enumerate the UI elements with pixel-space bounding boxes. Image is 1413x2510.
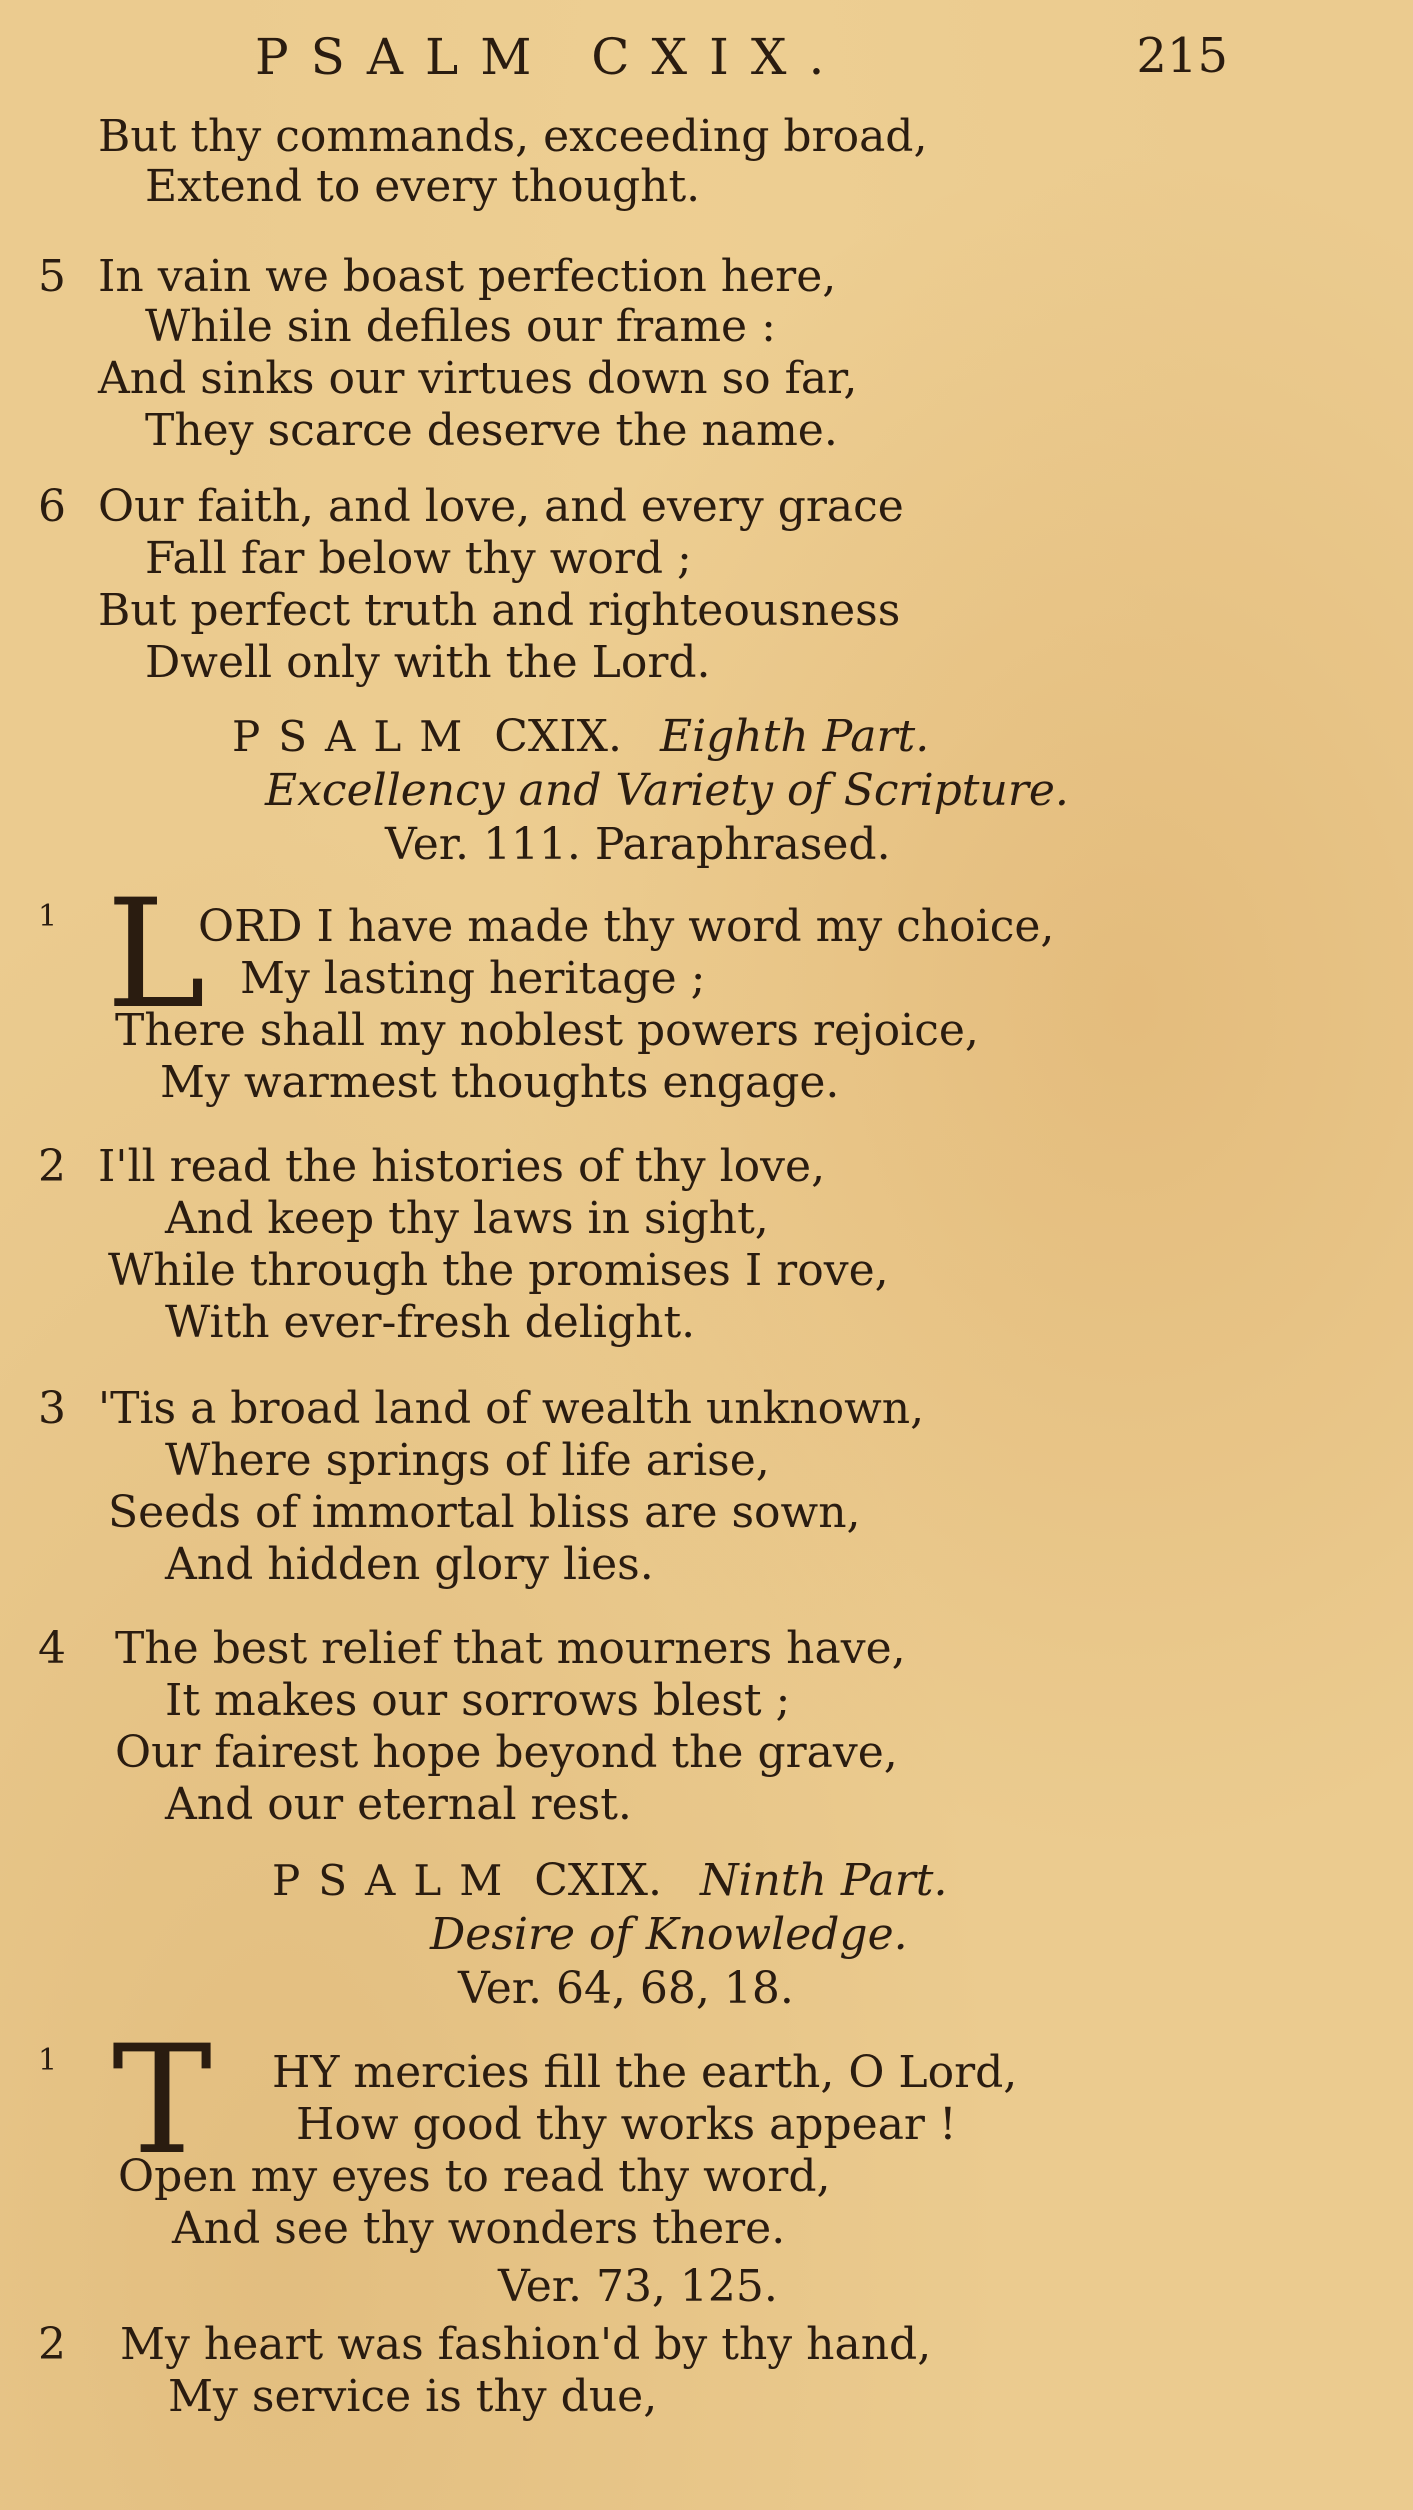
- stanza-number: 1: [38, 899, 58, 934]
- verse-line: They scarce deserve the name.: [145, 405, 838, 456]
- stanza-number: 2: [38, 2319, 66, 2370]
- heading-part: Ninth Part.: [699, 1855, 948, 1906]
- heading-psalm: PSALM: [272, 1856, 521, 1905]
- verse-line: My heart was fashion'd by thy hand,: [120, 2319, 932, 2370]
- verse-line: While sin defiles our frame :: [145, 301, 776, 352]
- stanza-number: 5: [38, 251, 66, 302]
- section-heading-ninth: [272, 1854, 947, 1908]
- drop-cap: T: [112, 2014, 213, 2188]
- stanza-number: 6: [38, 481, 66, 532]
- verse-line: 'Tis a broad land of wealth unknown,: [98, 1383, 925, 1434]
- heading-part: Eighth Part.: [659, 711, 930, 762]
- verse-line: I'll read the histories of thy love,: [98, 1141, 826, 1192]
- verse-line: While through the promises I rove,: [108, 1245, 889, 1296]
- heading-number: CXIX.: [534, 1855, 662, 1906]
- heading-number: CXIX.: [494, 711, 622, 762]
- verse-line: My service is thy due,: [168, 2371, 658, 2422]
- verse-line: Our fairest hope beyond the grave,: [115, 1727, 898, 1778]
- verse-line: It makes our sorrows blest ;: [165, 1675, 791, 1726]
- verse-reference: Ver. 64, 68, 18.: [458, 1963, 794, 2014]
- verse-line: There shall my noblest powers rejoice,: [115, 1005, 979, 1056]
- section-subtitle: Excellency and Variety of Scripture.: [265, 765, 1069, 816]
- verse-line: My lasting heritage ;: [240, 953, 706, 1004]
- page-number: 215: [1136, 28, 1228, 84]
- verse-reference: Ver. 73, 125.: [498, 2261, 778, 2312]
- verse-line: But perfect truth and righteousness: [98, 585, 901, 636]
- running-title: PSALM CXIX.: [255, 28, 847, 86]
- verse-line: And hidden glory lies.: [165, 1539, 654, 1590]
- section-heading-eighth: [232, 710, 929, 764]
- verse-line: The best relief that mourners have,: [115, 1623, 906, 1674]
- page-header: [0, 28, 1413, 88]
- verse-line: How good thy works appear !: [296, 2099, 957, 2150]
- verse-line: Open my eyes to read thy word,: [118, 2151, 831, 2202]
- verse-line: And keep thy laws in sight,: [165, 1193, 769, 1244]
- verse-line: Seeds of immortal bliss are sown,: [108, 1487, 861, 1538]
- verse-line: In vain we boast perfection here,: [98, 251, 837, 302]
- verse-line: Extend to every thought.: [145, 161, 701, 212]
- verse-reference: Ver. 111. Paraphrased.: [385, 819, 891, 870]
- verse-line: And see thy wonders there.: [172, 2203, 786, 2254]
- heading-psalm: PSALM: [232, 712, 481, 761]
- stanza-number: 3: [38, 1383, 66, 1434]
- verse-line: ORD I have made thy word my choice,: [198, 901, 1055, 952]
- drop-cap: L: [106, 868, 206, 1042]
- verse-line: But thy commands, exceeding broad,: [98, 111, 928, 162]
- verse-line: Fall far below thy word ;: [145, 533, 692, 584]
- verse-line: Dwell only with the Lord.: [145, 637, 711, 688]
- verse-line: With ever-fresh delight.: [165, 1297, 696, 1348]
- section-subtitle: Desire of Knowledge.: [430, 1909, 908, 1960]
- stanza-number: 1: [38, 2043, 58, 2078]
- verse-line: Our faith, and love, and every grace: [98, 481, 904, 532]
- verse-line: My warmest thoughts engage.: [160, 1057, 840, 1108]
- verse-line: Where springs of life arise,: [165, 1435, 770, 1486]
- stanza-number: 2: [38, 1141, 66, 1192]
- verse-line: And sinks our virtues down so far,: [98, 353, 858, 404]
- stanza-number: 4: [38, 1623, 66, 1674]
- verse-line: And our eternal rest.: [165, 1779, 632, 1830]
- verse-line: HY mercies fill the earth, O Lord,: [272, 2047, 1018, 2098]
